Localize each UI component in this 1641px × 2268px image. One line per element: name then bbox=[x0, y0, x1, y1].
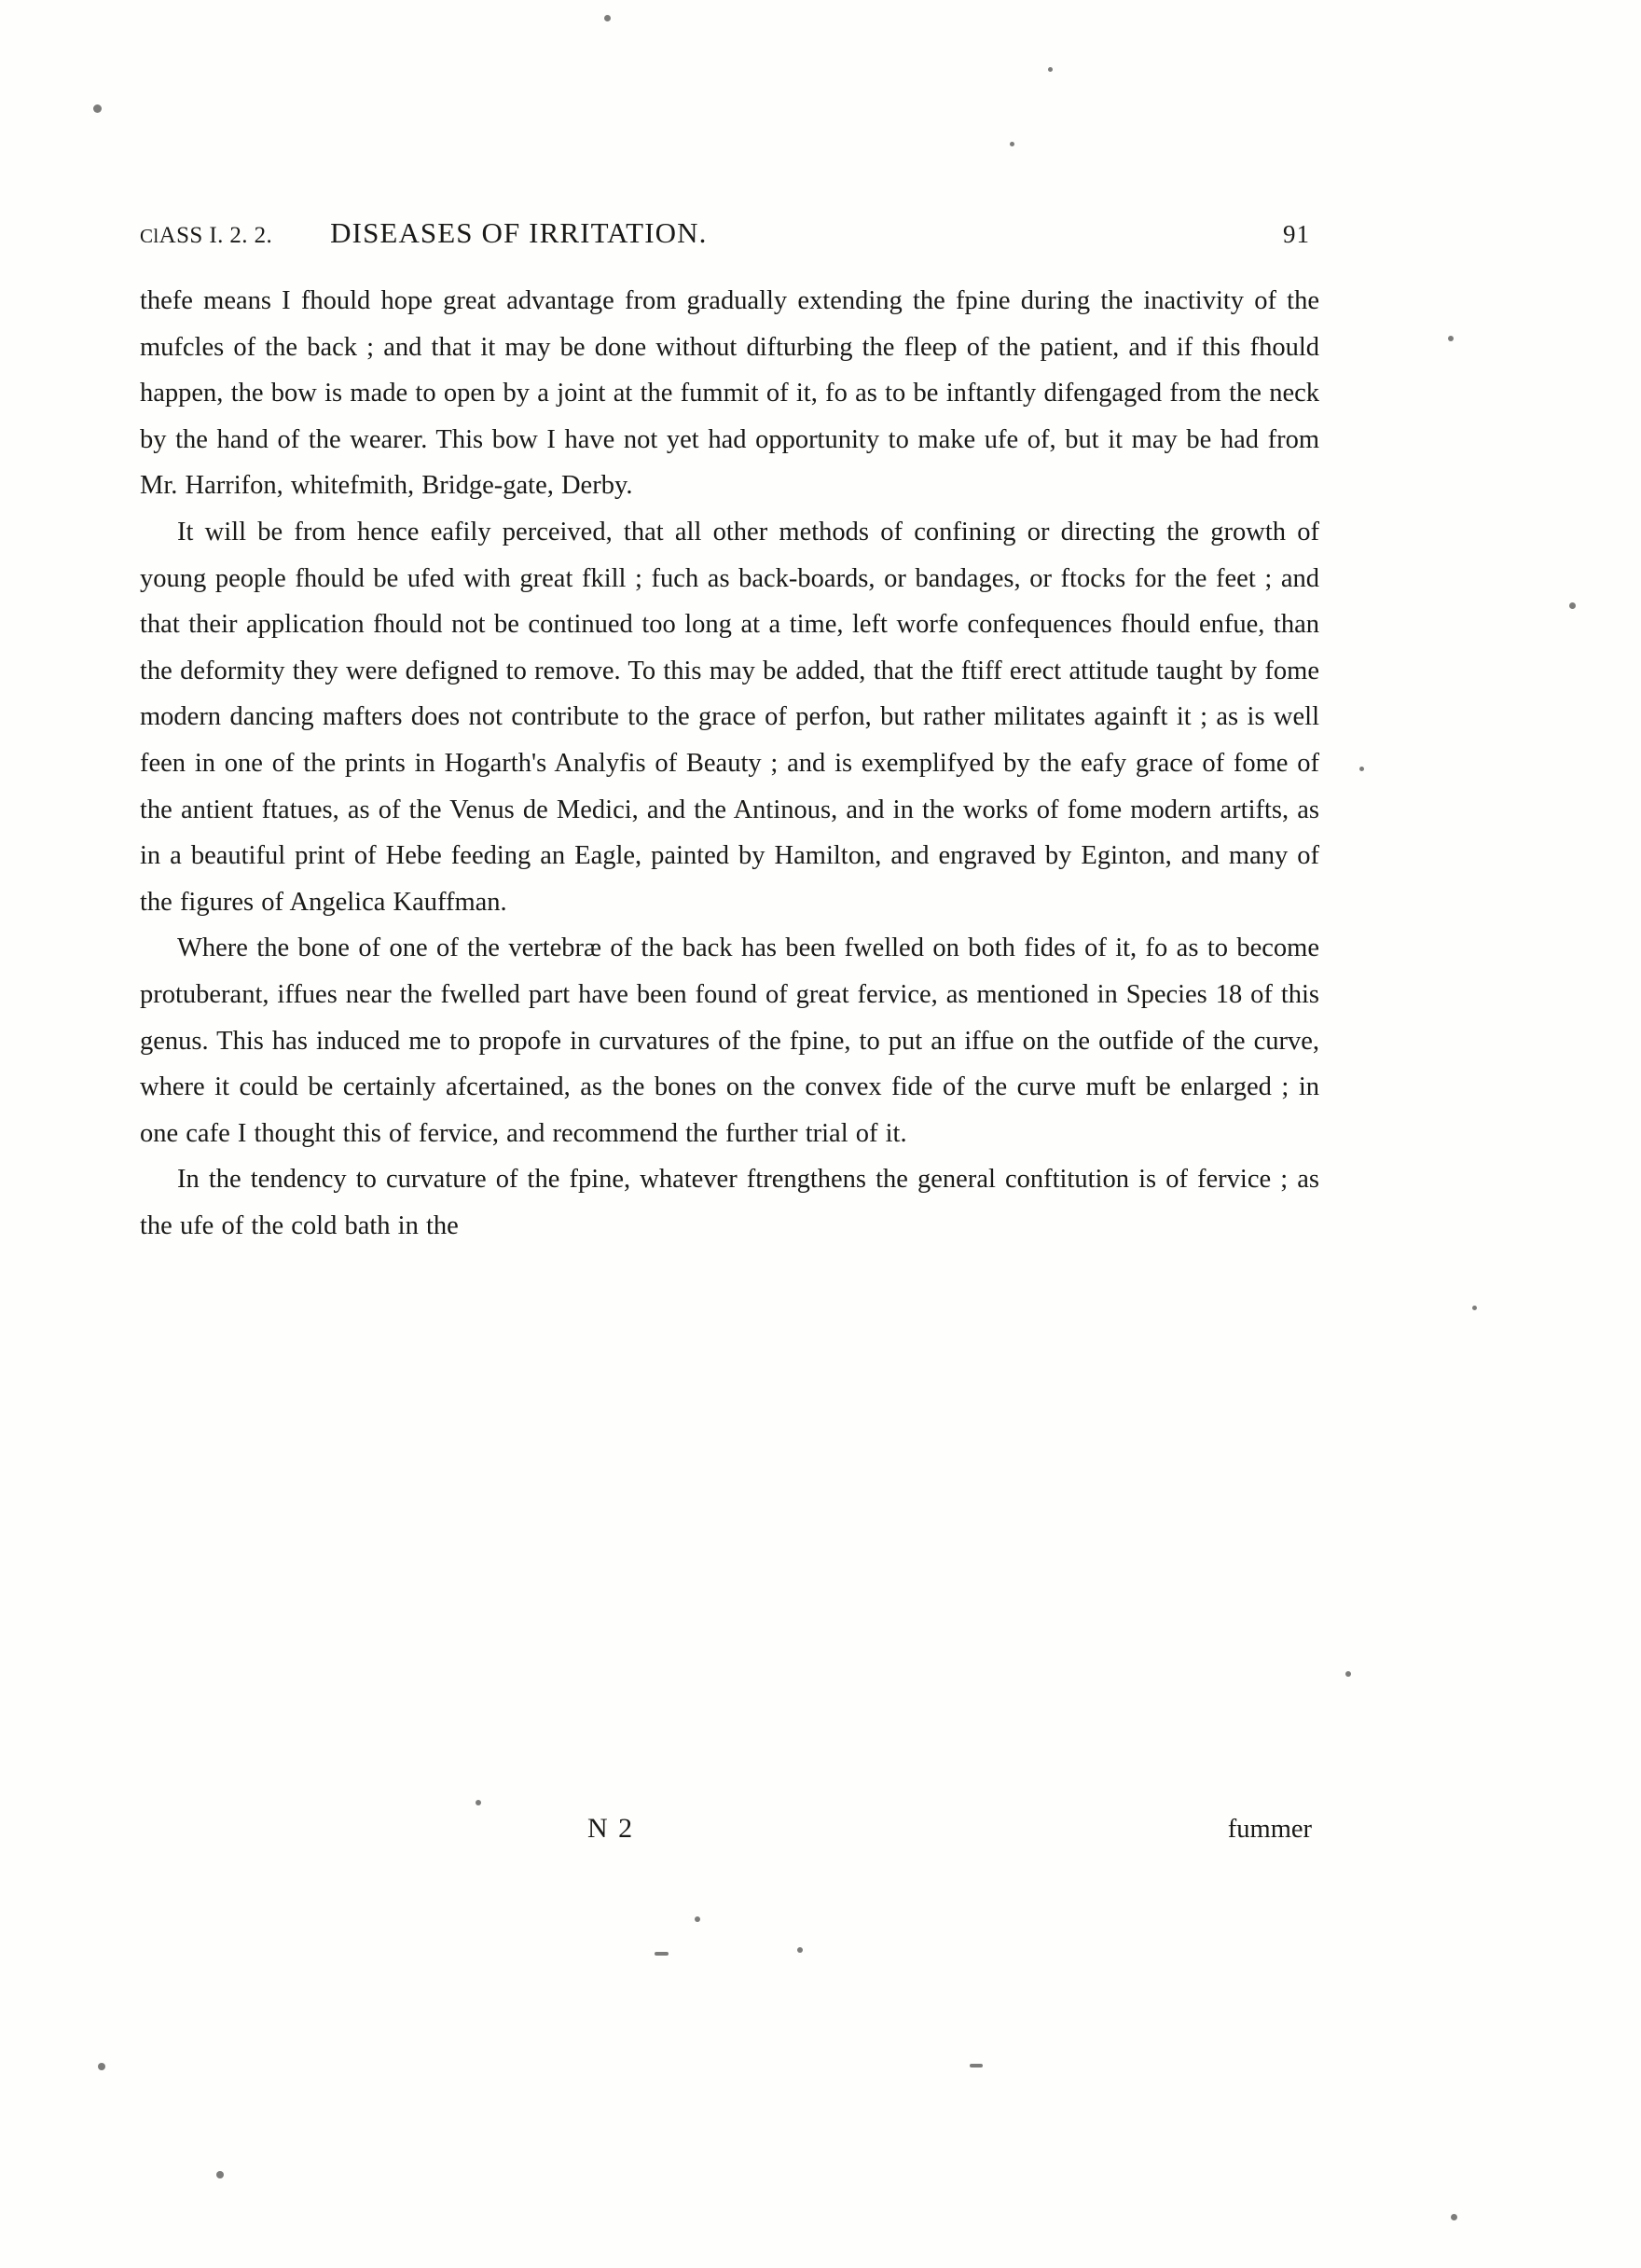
scan-artifact bbox=[476, 1800, 481, 1805]
running-head-left bbox=[140, 216, 707, 250]
scan-artifact bbox=[1569, 602, 1576, 609]
paragraph-2: It will be from hence eafily perceived, that all other methods of confining or directing the growth of young people fhould be ufed with great fkill ; fuch as back-boards, or bandages, or ftocks for the feet ; and that their application fhould not be continued too long at a time, left worfe confequences fhould enfue, than the deformity they were defigned to remove. To this may be added, that the ftiff erect attitude taught by fome modern dancing mafters does not contribute to the grace of perfon, but rather militates againft it ; as is well feen in one of the prints in Hogarth's Analyfis of Beauty ; and is exemplifyed by the eafy grace of fome of the antient ftatues, as of the Venus de Medici, and the Antinous, and in the works of fome modern artifts, as in a beautiful print of Hebe feeding an Eagle, painted by Hamilton, and engraved by Eginton, and many of the figures of Angelica Kauffman. bbox=[140, 517, 1319, 917]
page-number: 91 bbox=[1283, 220, 1310, 248]
scan-artifact bbox=[797, 1947, 803, 1953]
scan-artifact bbox=[93, 104, 102, 113]
page-title: DISEASES OF IRRITATION. bbox=[330, 216, 708, 249]
signature-mark: N 2 bbox=[587, 1813, 635, 1844]
catchword: fummer bbox=[1227, 1815, 1312, 1844]
scan-artifact bbox=[1345, 1671, 1351, 1677]
scan-artifact bbox=[1048, 67, 1053, 72]
scan-artifact bbox=[1359, 767, 1364, 771]
scan-artifact bbox=[695, 1916, 700, 1922]
scan-artifact bbox=[1010, 142, 1014, 146]
scan-artifact bbox=[970, 2064, 983, 2067]
scan-artifact bbox=[604, 15, 611, 21]
scan-artifact bbox=[1472, 1306, 1477, 1310]
paragraph-1: thefe means I fhould hope great advantage from gradually extending the fpine during the inactivity of the mufcles of the back ; and that it may be done without difturbing the fleep of the patient, and if this fhould happen, the bow is made to open by a joint at the fummit of it, fo as to be inftantly difengaged from the neck by the hand of the wearer. This bow I have not yet had opportunity to make ufe of, but it may be had from Mr. Harrifon, whitefmith, Bridge-gate, Derby. bbox=[140, 286, 1319, 501]
scan-artifact bbox=[1451, 2214, 1457, 2220]
page-footer bbox=[140, 1813, 1319, 1845]
paragraph-4: In the tendency to curvature of the fpine, whatever ftrengthens the general conftitution is of fervice ; as the ufe of the cold bath in the bbox=[140, 1165, 1319, 1240]
page-content bbox=[140, 216, 1319, 1249]
class-label-rest: ASS I. 2. 2. bbox=[159, 223, 273, 248]
class-label bbox=[140, 223, 272, 249]
class-label-smallcaps: Cl bbox=[140, 225, 159, 247]
scan-artifact bbox=[98, 2063, 105, 2070]
scan-artifact bbox=[1448, 336, 1454, 341]
scan-artifact bbox=[216, 2171, 224, 2178]
paragraph-3: Where the bone of one of the vertebræ of the back has been fwelled on both fides of it, fo as to become protuberant, iffues near the fwelled part have been found of great fervice, as mentioned in Species 18 of this genus. This has induced me to propofe in curvatures of the fpine, to put an iffue on the outfide of the curve, where it could be certainly afcertained, as the bones on the convex fide of the curve muft be enlarged ; in one cafe I thought this of fervice, and recommend the further trial of it. bbox=[140, 933, 1319, 1148]
scan-artifact bbox=[655, 1952, 669, 1956]
running-head bbox=[140, 216, 1319, 250]
